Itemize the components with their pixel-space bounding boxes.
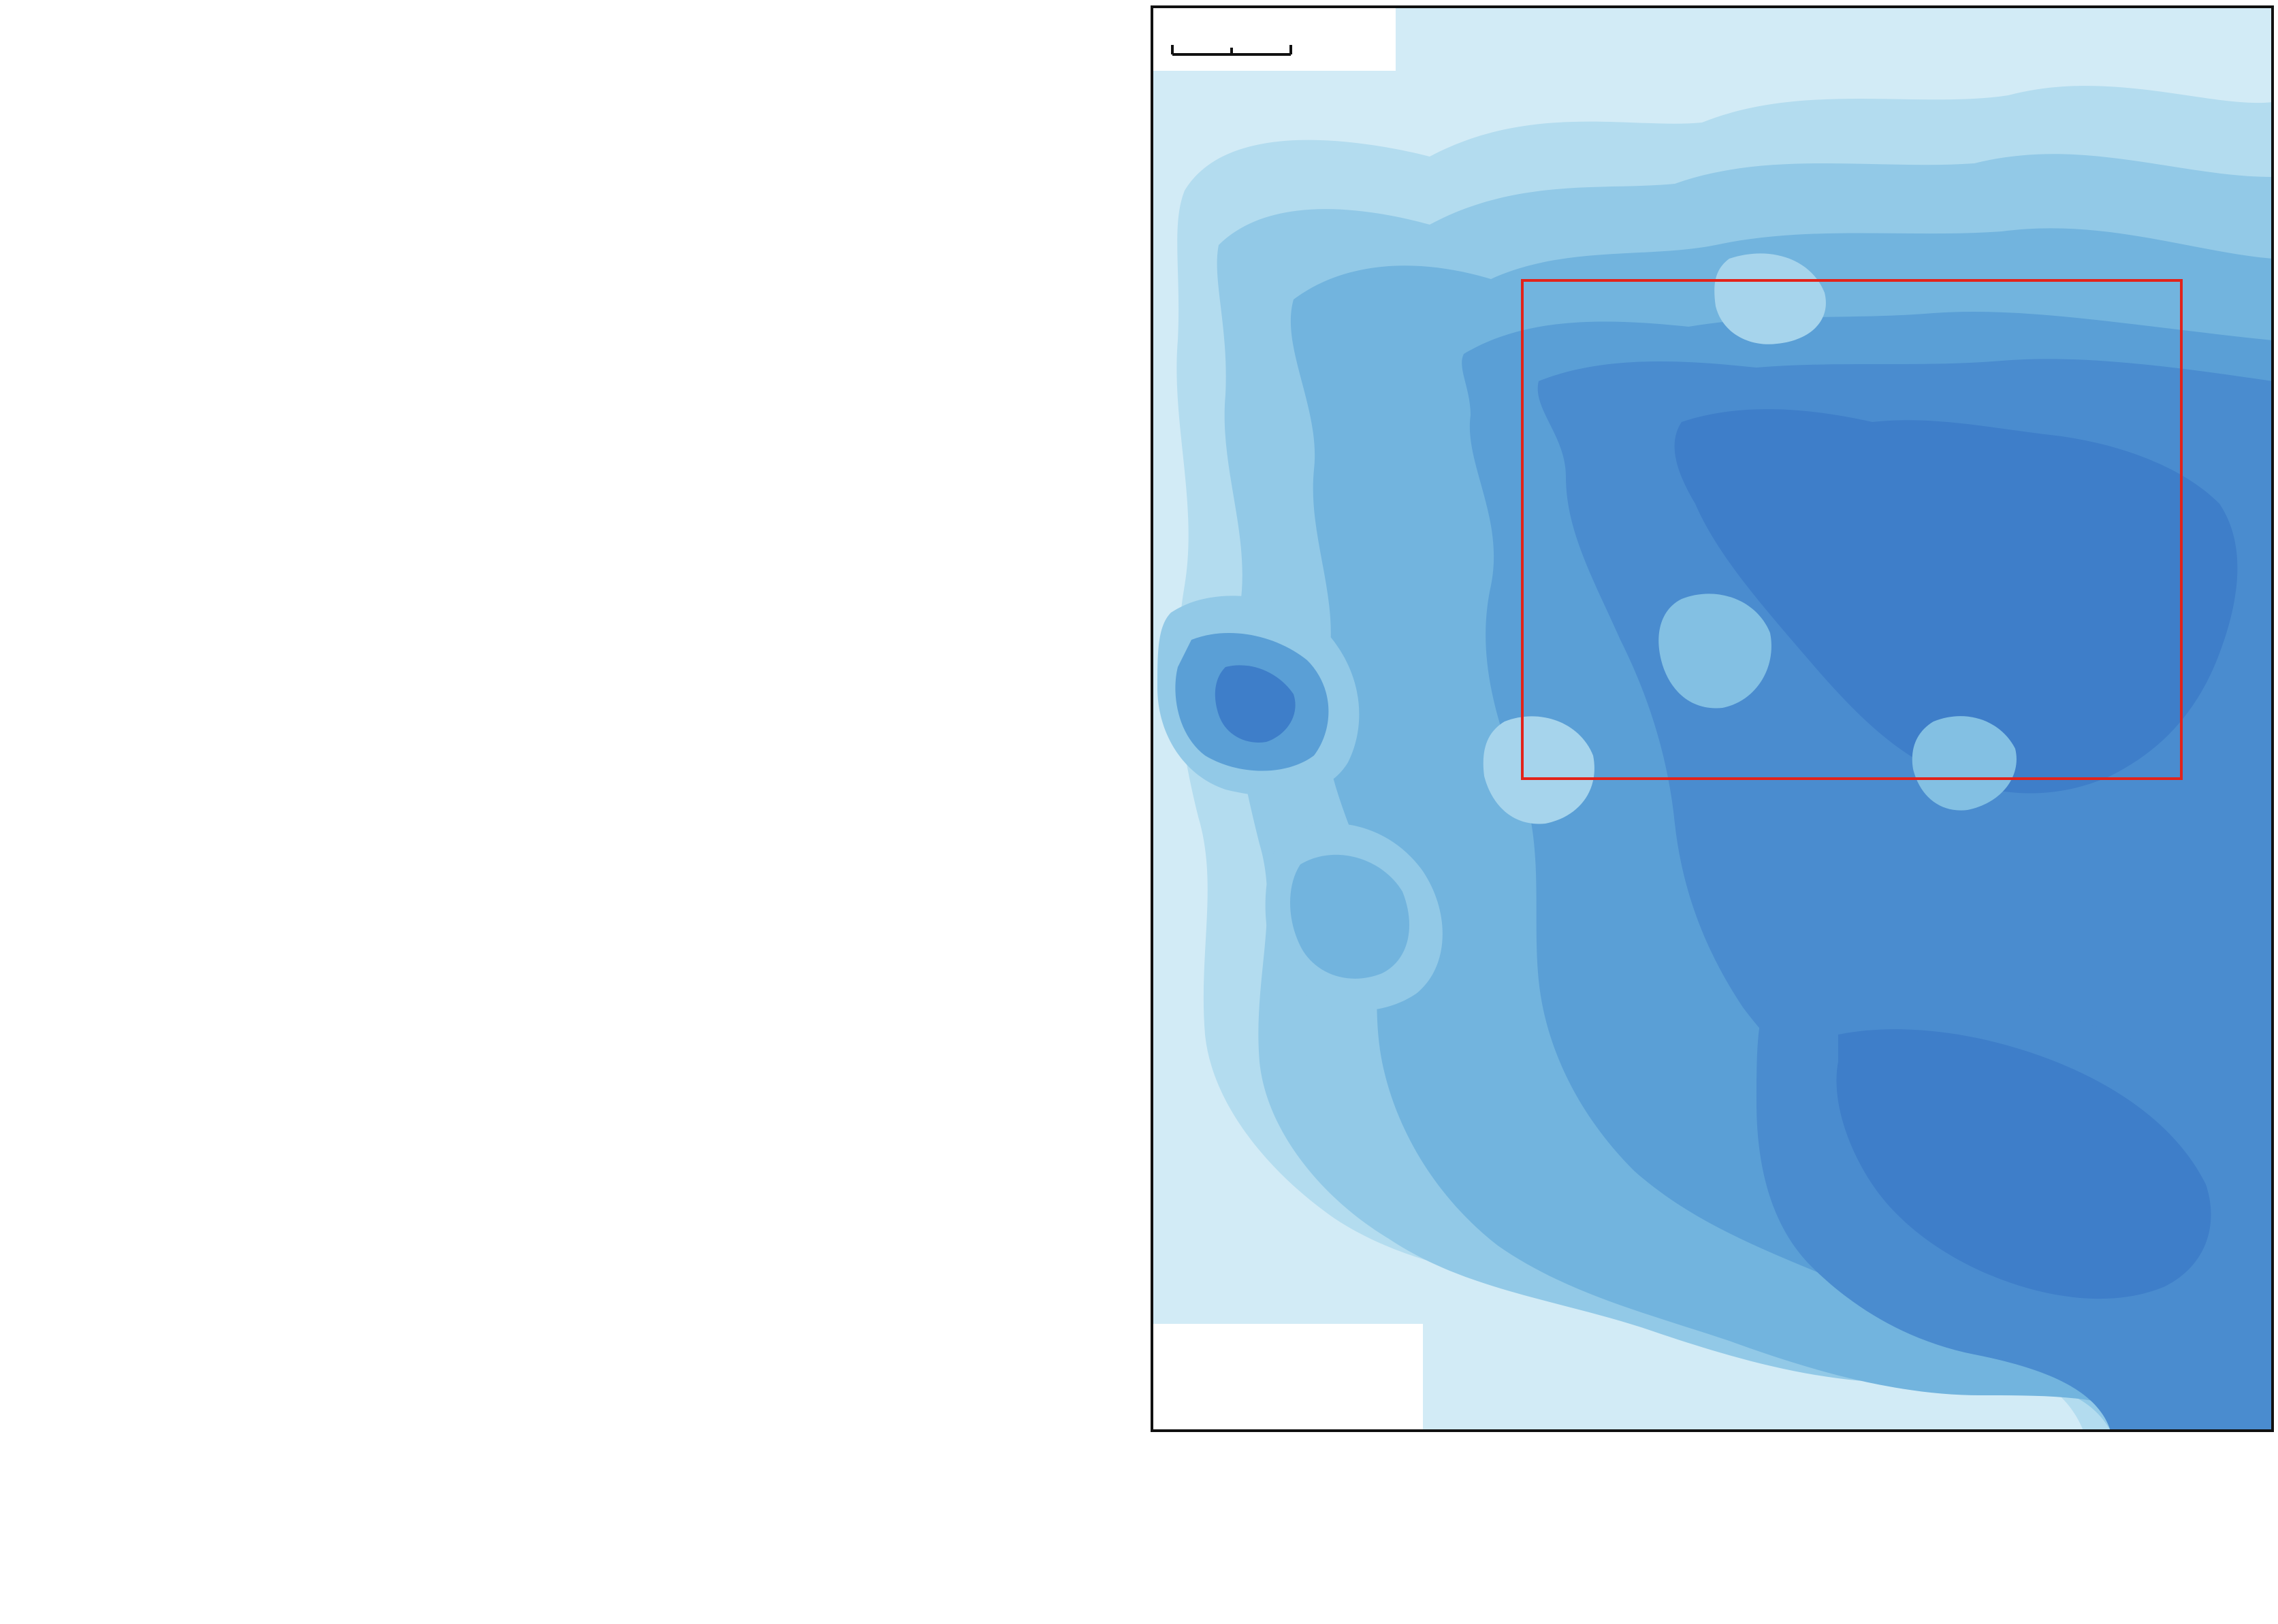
contour-fill [1152,7,2273,1431]
scalebar-background [1153,8,1396,71]
colorbar-background [1153,1324,1423,1429]
thickness-map-panel [1152,7,2273,1431]
